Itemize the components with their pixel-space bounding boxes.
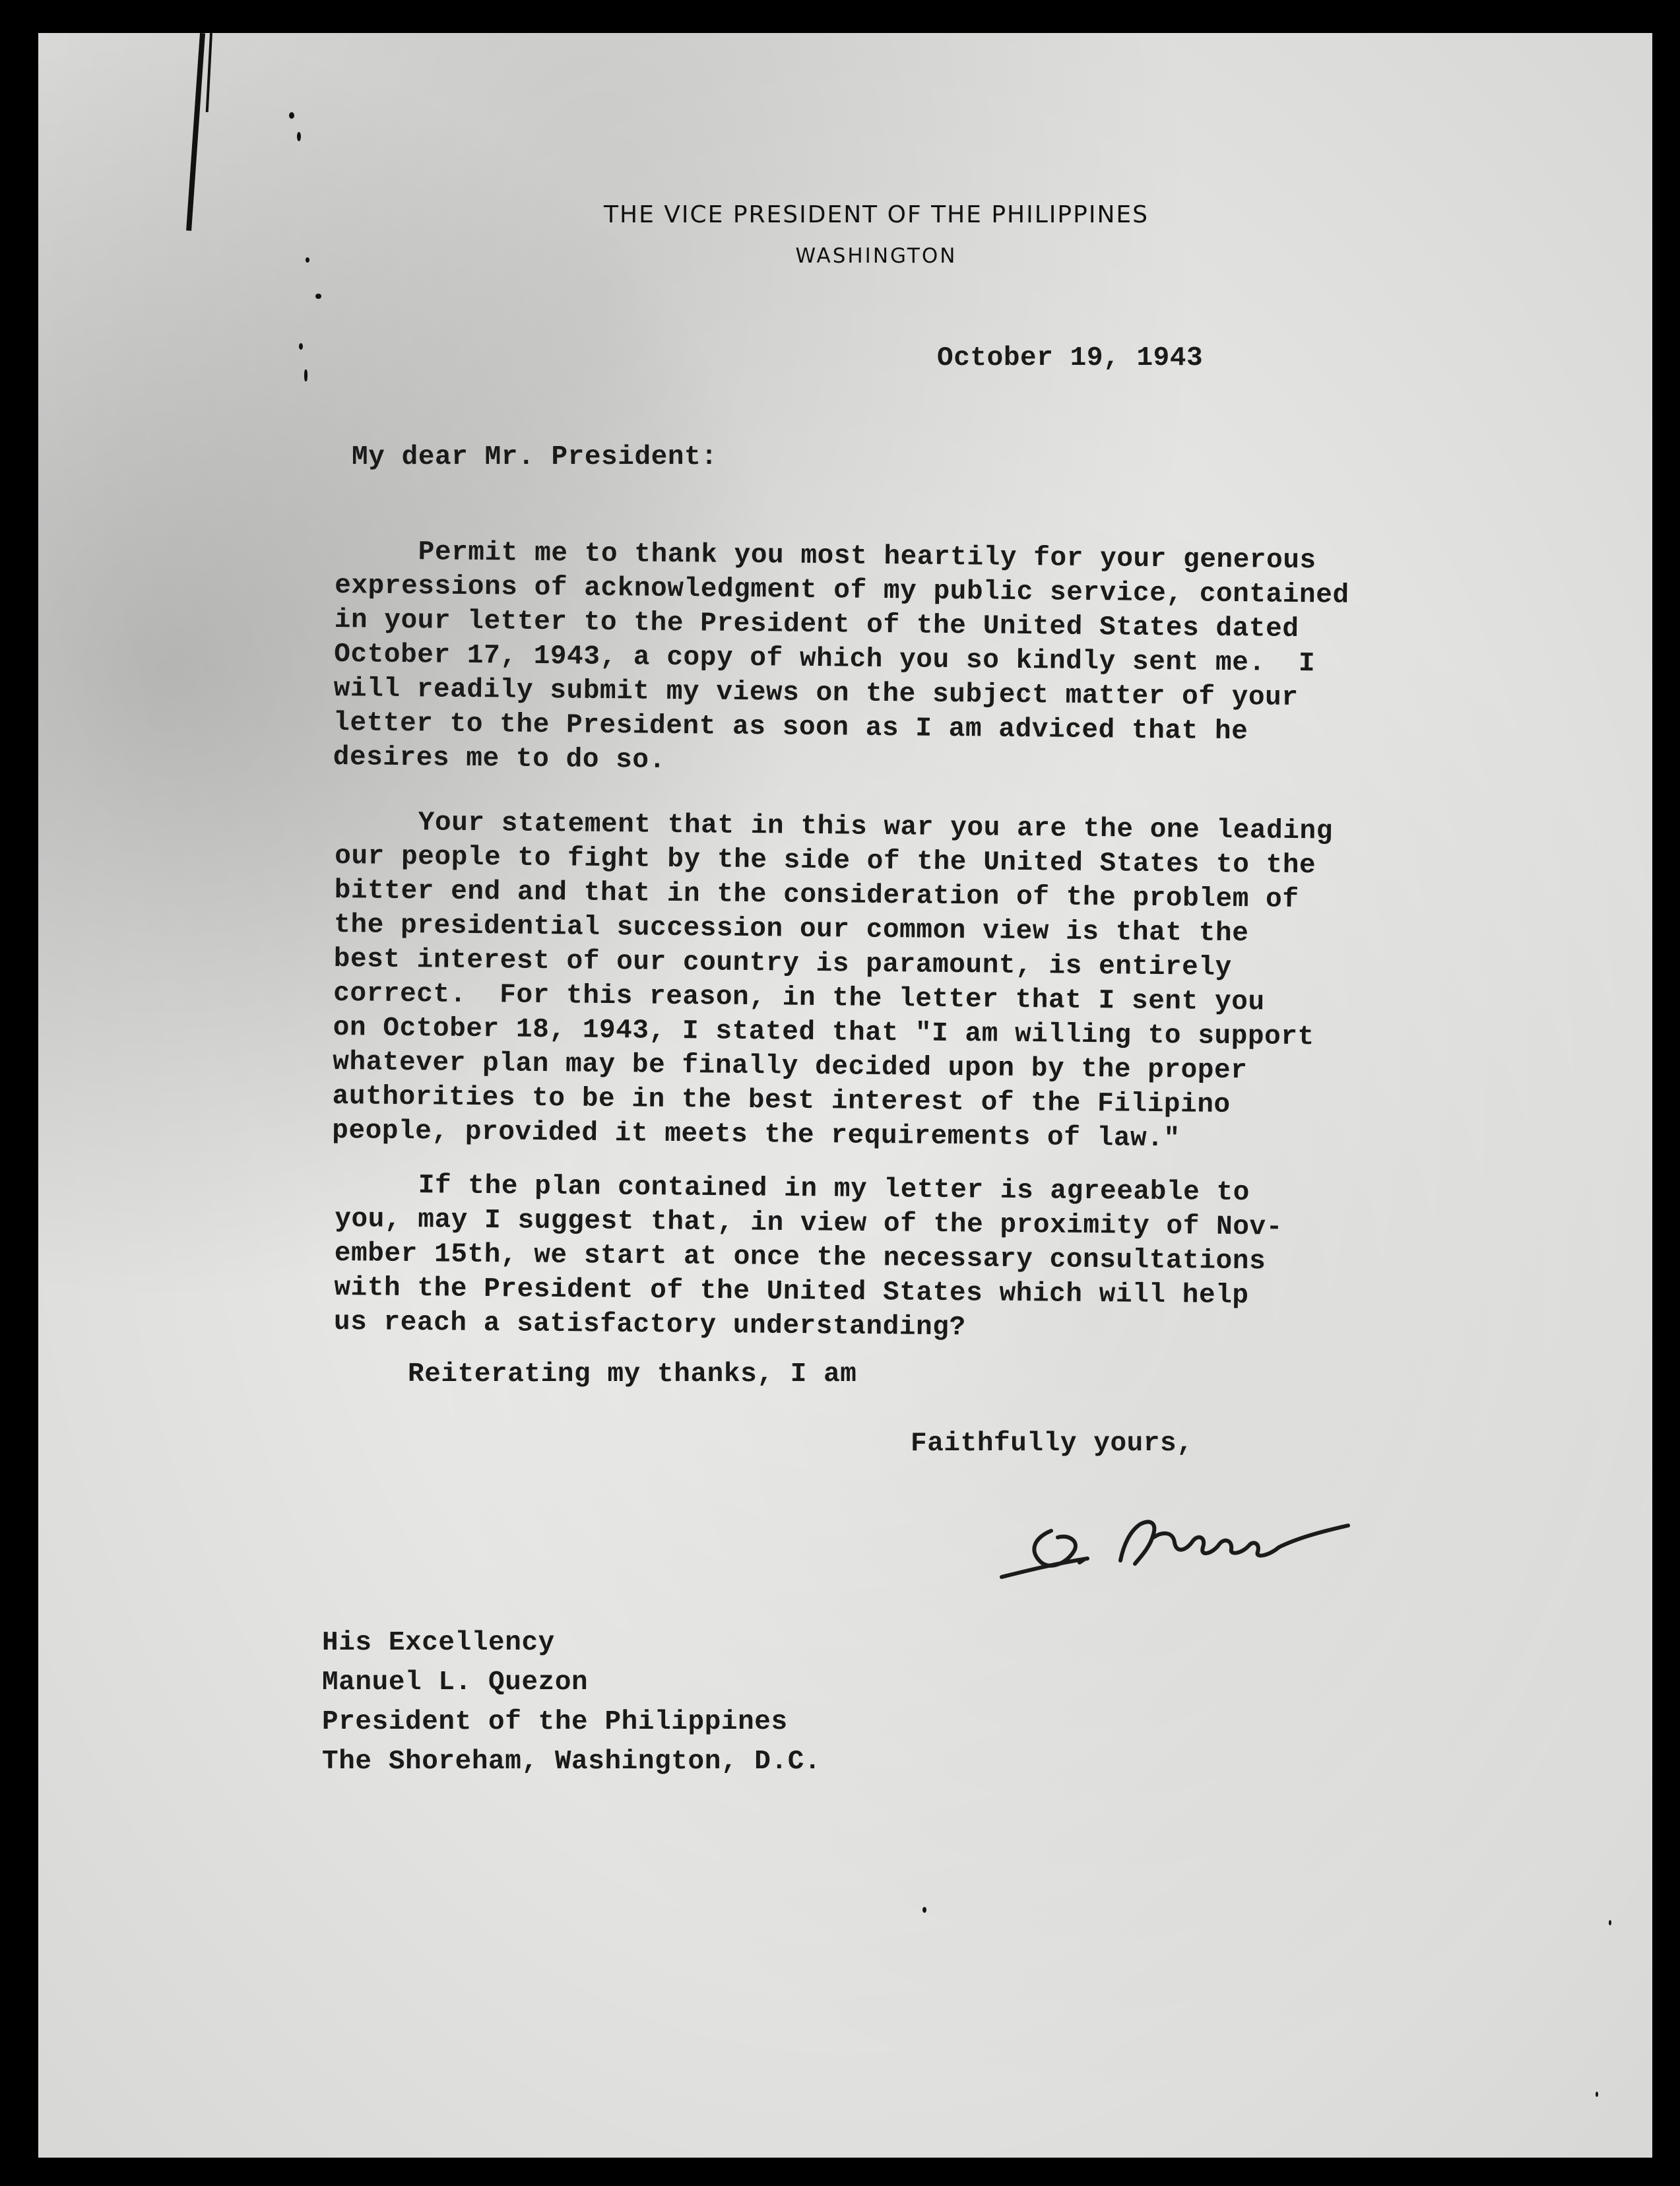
- paragraph-line: October 17, 1943, a copy of which you so kindly sent me. I: [334, 639, 1316, 680]
- paragraph-line: bitter end and that in the consideration of the problem of: [334, 875, 1299, 916]
- paragraph-line: will readily submit my views on the subject matter of your: [333, 673, 1299, 714]
- paragraph-line: best interest of our country is paramount, is entirely: [333, 944, 1232, 984]
- paragraph-line: Permit me to thank you most heartily for your generous: [335, 536, 1316, 577]
- signoff: Faithfully yours,: [911, 1429, 1194, 1459]
- letter-page: [38, 33, 1652, 2158]
- paragraph-line: Your statement that in this war you are the one leading: [335, 806, 1334, 847]
- address-line: His Excellency: [322, 1628, 555, 1658]
- scan-dot: [299, 343, 303, 350]
- paragraph-line: in your letter to the President of the United States dated: [334, 604, 1299, 645]
- scan-dot: [1596, 2092, 1598, 2097]
- letterhead-title: THE VICE PRESIDENT OF THE PHILIPPINES: [604, 201, 1149, 228]
- paragraph-line: with the President of the United States which will help: [334, 1272, 1249, 1312]
- scan-mark-line: [206, 33, 212, 112]
- paragraph-line: on October 18, 1943, I stated that "I am willing to support: [333, 1012, 1314, 1053]
- paragraph-line: the presidential succession our common view is that the: [334, 909, 1249, 949]
- scan-dot: [297, 132, 301, 141]
- recipient-address: [322, 1623, 821, 1782]
- paragraph-line: our people to fight by the side of the United States to the: [335, 841, 1316, 882]
- address-line: President of the Philippines: [322, 1707, 788, 1737]
- scan-dot: [315, 294, 321, 299]
- paragraph-line: you, may I suggest that, in view of the proximity of Nov-: [335, 1204, 1283, 1243]
- scan-dot: [304, 370, 307, 381]
- paragraph-line: If the plan contained in my letter is agreeable to: [335, 1169, 1250, 1209]
- paragraph-line: desires me to do so.: [333, 742, 666, 776]
- paragraph-3: [334, 1168, 1283, 1348]
- scan-dot: [306, 257, 309, 263]
- paragraph-line: authorities to be in the best interest of the Filipino: [332, 1081, 1231, 1121]
- scan-mark-line: [186, 33, 205, 231]
- address-line: Manuel L. Quezon: [322, 1667, 589, 1698]
- closing-line: Reiterating my thanks, I am: [408, 1359, 857, 1390]
- scan-dot: [289, 112, 294, 119]
- scan-dot: [922, 1907, 926, 1913]
- paragraph-line: us reach a satisfactory understanding?: [333, 1306, 966, 1343]
- handwritten-signature: [988, 1485, 1358, 1590]
- paragraph-2: [332, 805, 1333, 1157]
- address-line: The Shoreham, Washington, D.C.: [322, 1747, 822, 1777]
- scan-dot: [1609, 1920, 1611, 1925]
- paragraph-line: people, provided it meets the requirements of law.": [332, 1115, 1180, 1155]
- paragraph-line: expressions of acknowledgment of my public service, contained: [335, 570, 1349, 611]
- paragraph-line: correct. For this reason, in the letter that I sent you: [333, 978, 1265, 1018]
- paragraph-line: whatever plan may be finally decided upon by the proper: [333, 1046, 1248, 1087]
- salutation: My dear Mr. President:: [352, 442, 718, 472]
- letter-date: October 19, 1943: [937, 343, 1204, 373]
- paragraph-line: ember 15th, we start at once the necessary consultations: [334, 1238, 1266, 1277]
- paragraph-line: letter to the President as soon as I am adviced that he: [333, 707, 1248, 748]
- paragraph-1: [333, 534, 1350, 785]
- letterhead-city: WASHINGTON: [795, 244, 957, 268]
